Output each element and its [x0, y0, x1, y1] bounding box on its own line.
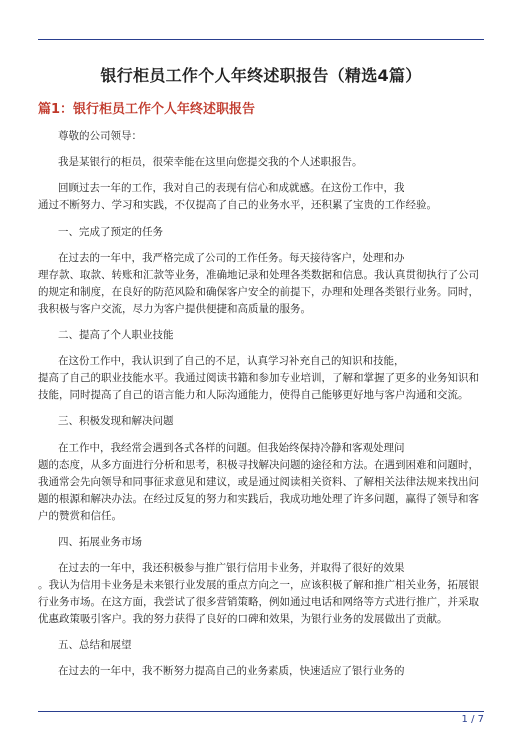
paragraph-market [38, 560, 484, 628]
paragraph-line: 行业务市场。在这方面，我尝试了很多营销策略，例如通过电话和网络等方式进行推广，并采取 [38, 595, 479, 608]
paragraph-line: 理存款、取款、转账和汇款等业务，准确地记录和处理各类数据和信息。我认真贯彻执行了公司 [38, 268, 479, 281]
footer-rule [38, 711, 484, 712]
paragraph-line: 在这份工作中，我认识到了自己的不足，认真学习补充自己的知识和技能， [58, 355, 405, 368]
paragraph-problems [38, 440, 484, 525]
paragraph-line: 我是某银行的柜员，很荣幸能在这里向您提交我的个人述职报告。 [58, 156, 363, 169]
subheading-market [38, 534, 484, 551]
page-indicator: 1 / 7 [461, 714, 484, 725]
paragraph-line: 题的根源和解决办法。在经过反复的努力和实践后，我成功地处理了许多问题，赢得了领导和客 [38, 492, 479, 505]
section-heading: 篇1：银行柜员工作个人年终述职报告 [38, 102, 256, 117]
paragraph-line: 我通常会先向领导和同事征求意见和建议，或是通过阅读相关资料、了解相关法律法规来找出问 [38, 475, 479, 488]
paragraph-line: 在工作中，我经常会遇到各式各样的问题。但我始终保持冷静和客观处理问 [58, 441, 405, 454]
paragraph-line: 在过去的一年中，我严格完成了公司的工作任务。每天接待客户，处理和办 [58, 251, 405, 264]
subheading-summary [38, 637, 484, 654]
subheading-tasks [38, 224, 484, 241]
paragraph-line: 尊敬的公司领导： [58, 130, 142, 142]
subheading-problems [38, 413, 484, 430]
paragraph-line: 优惠政策吸引客户。我的努力获得了良好的口碑和效果，为银行业务的发展做出了贡献。 [38, 612, 448, 625]
paragraph-summary [38, 663, 484, 680]
paragraph-line: 题的态度，从多方面进行分析和思考，积极寻找解决问题的途径和方法。在遇到困难和问题时， [38, 458, 479, 471]
document-title: 银行柜员工作个人年终述职报告（精选4篇） [100, 66, 422, 85]
document-body [38, 64, 484, 689]
subheading-line: 四、拓展业务市场 [58, 535, 142, 548]
subheading-line: 五、总结和展望 [58, 639, 132, 652]
paragraph-line: 。我认为信用卡业务是未来银行业发展的重点方向之一，应该积极了解和推广相关业务，拓展银 [38, 578, 479, 591]
paragraph-line: 技能，同时提高了自己的语言能力和人际沟通能力，使得自己能够更好地与客户沟通和交流。 [38, 389, 469, 402]
paragraph-line: 回顾过去一年的工作，我对自己的表现有信心和成就感。在这份工作中，我 [58, 182, 405, 195]
paragraph-line: 在过去的一年中，我不断努力提高自己的业务素质，快速适应了银行业务的 [58, 665, 405, 678]
subheading-line: 二、提高了个人职业技能 [58, 328, 174, 341]
paragraph-salutation [38, 128, 484, 145]
paragraph-skills [38, 353, 484, 404]
paragraph-review [38, 180, 484, 214]
header-rule [38, 39, 484, 40]
paragraph-line: 提高了自己的职业技能水平。我通过阅读书籍和参加专业培训，了解和掌握了更多的业务知识和 [38, 372, 479, 385]
paragraph-line: 户的赞赏和信任。 [38, 509, 122, 522]
paragraph-line: 我积极与客户交流，尽力为客户提供便捷和高质量的服务。 [38, 302, 311, 315]
subheading-skills [38, 327, 484, 344]
paragraph-tasks [38, 250, 484, 318]
paragraph-line: 通过不断努力、学习和实践，不仅提高了自己的业务水平，还积累了宝贵的工作经验。 [38, 199, 437, 212]
paragraph-intro [38, 154, 484, 171]
paragraph-line: 的规定和制度，在良好的防范风险和确保客户安全的前提下，办理和处理各类银行业务。同时， [38, 285, 479, 298]
subheading-line: 一、完成了预定的任务 [58, 225, 163, 238]
subheading-line: 三、积极发现和解决问题 [58, 415, 174, 428]
paragraph-line: 在过去的一年中，我还积极参与推广银行信用卡业务，并取得了很好的效果 [58, 561, 405, 574]
